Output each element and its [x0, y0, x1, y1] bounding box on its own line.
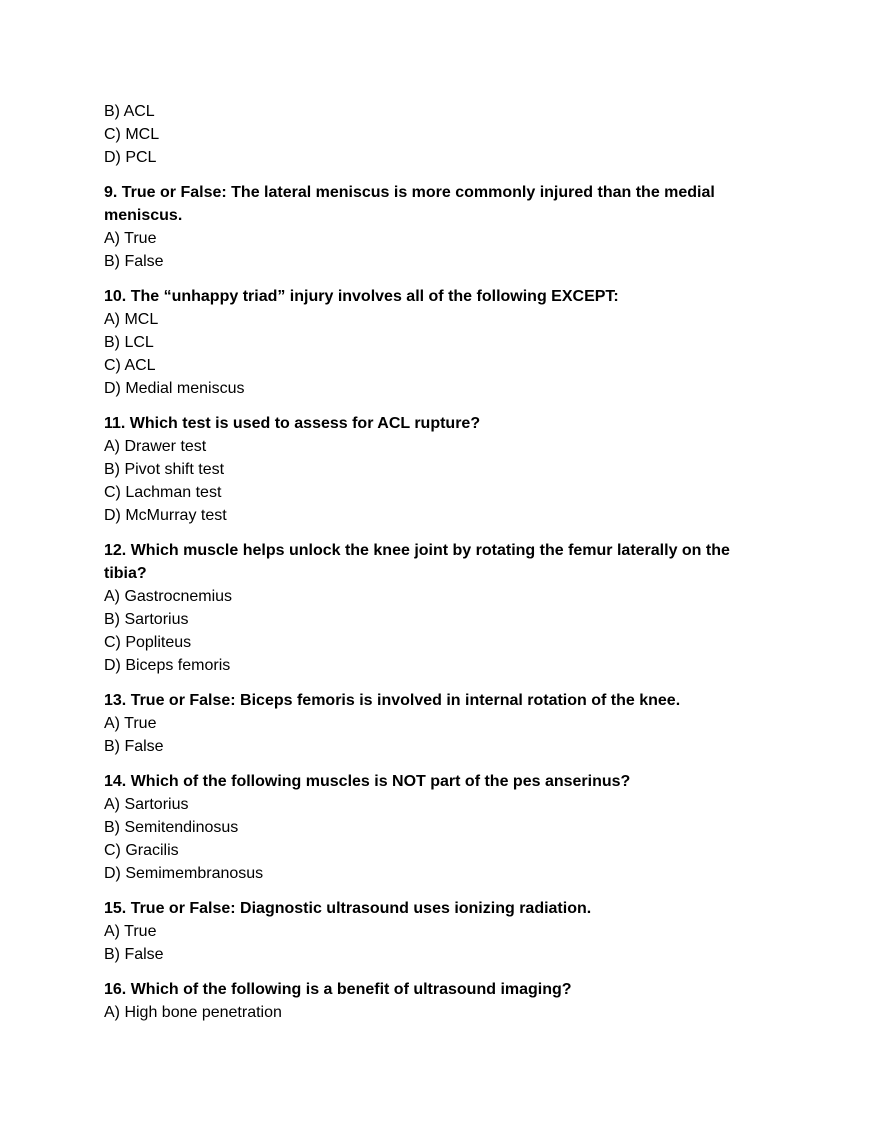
question-block-9 [104, 181, 772, 273]
answer-option: B) Sartorius [104, 611, 189, 628]
question-block-15 [104, 897, 772, 966]
answer-option: C) MCL [104, 126, 160, 143]
question-prompt: 14. Which of the following muscles is NOT part of the pes anserinus? [104, 773, 631, 790]
answer-option: B) ACL [104, 103, 155, 120]
question-block-10 [104, 285, 772, 400]
answer-option: D) Biceps femoris [104, 657, 231, 674]
answer-option: B) False [104, 946, 164, 963]
question-prompt: 12. Which muscle helps unlock the knee joint by rotating the femur laterally on the tibia? [104, 542, 730, 582]
previous-question-options [104, 100, 772, 169]
answer-option: A) Gastrocnemius [104, 588, 233, 605]
answer-option: A) Sartorius [104, 796, 189, 813]
answer-option: C) Lachman test [104, 484, 222, 501]
question-prompt: 10. The “unhappy triad” injury involves all of the following EXCEPT: [104, 288, 619, 305]
answer-option: A) MCL [104, 311, 159, 328]
answer-option: A) True [104, 230, 157, 247]
document-content [104, 100, 772, 1024]
answer-option: D) PCL [104, 149, 157, 166]
question-block-16 [104, 978, 772, 1024]
answer-option: B) Pivot shift test [104, 461, 225, 478]
question-prompt: 16. Which of the following is a benefit of ultrasound imaging? [104, 981, 572, 998]
answer-option: D) Medial meniscus [104, 380, 245, 397]
question-block-13 [104, 689, 772, 758]
question-prompt: 13. True or False: Biceps femoris is involved in internal rotation of the knee. [104, 692, 681, 709]
question-prompt: 9. True or False: The lateral meniscus is more commonly injured than the medial meniscus. [104, 184, 715, 224]
question-block-12 [104, 539, 772, 677]
answer-option: A) True [104, 715, 157, 732]
answer-option: B) False [104, 738, 164, 755]
answer-option: D) McMurray test [104, 507, 227, 524]
answer-option: A) Drawer test [104, 438, 207, 455]
question-block-11 [104, 412, 772, 527]
answer-option: C) Gracilis [104, 842, 179, 859]
answer-option: B) LCL [104, 334, 154, 351]
answer-option: B) False [104, 253, 164, 270]
answer-option: A) High bone penetration [104, 1004, 282, 1021]
answer-option: A) True [104, 923, 157, 940]
answer-option: C) ACL [104, 357, 156, 374]
question-prompt: 15. True or False: Diagnostic ultrasound uses ionizing radiation. [104, 900, 592, 917]
answer-option: B) Semitendinosus [104, 819, 239, 836]
question-prompt: 11. Which test is used to assess for ACL rupture? [104, 415, 481, 432]
question-block-14 [104, 770, 772, 885]
answer-option: D) Semimembranosus [104, 865, 264, 882]
answer-option: C) Popliteus [104, 634, 192, 651]
